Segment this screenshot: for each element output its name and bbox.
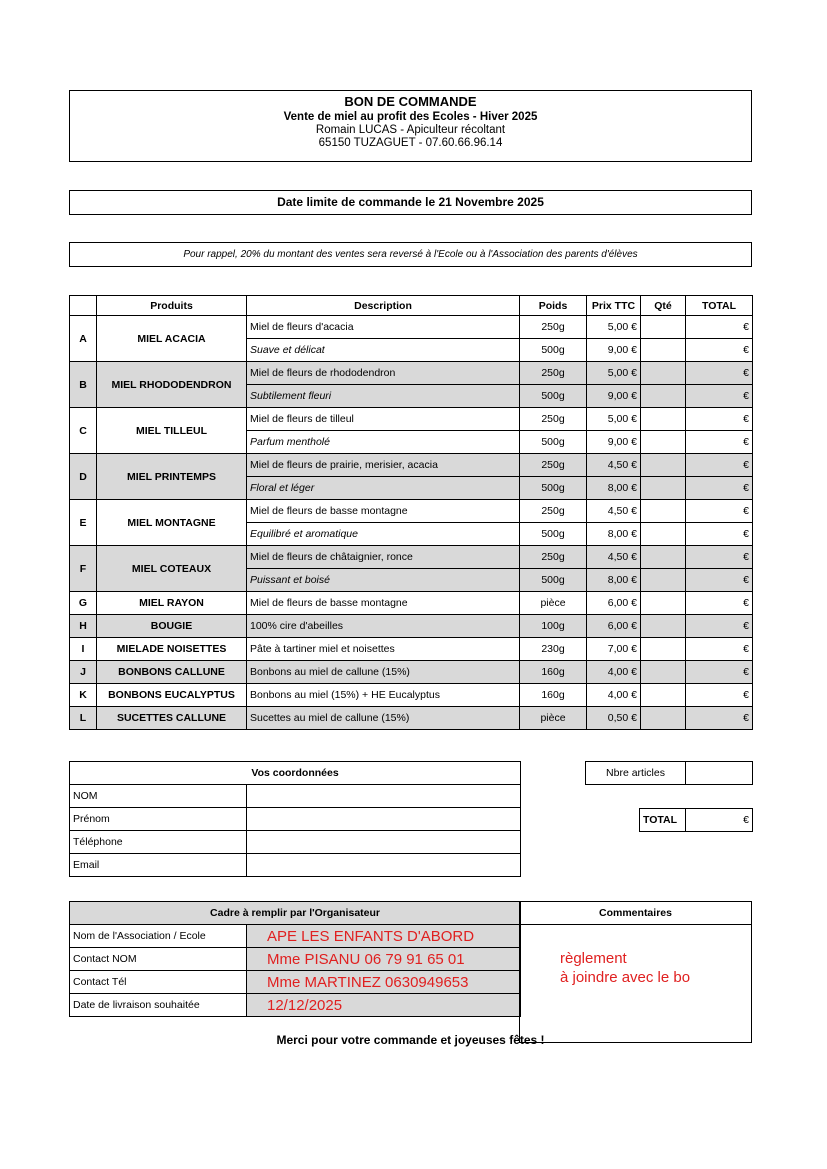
product-description: Miel de fleurs de basse montagne <box>247 592 520 615</box>
quantity-input[interactable] <box>641 454 686 477</box>
product-name: BONBONS CALLUNE <box>97 661 247 684</box>
product-description: Miel de fleurs d'acacia <box>247 316 520 339</box>
product-row <box>70 500 753 523</box>
product-letter: A <box>70 316 97 362</box>
organizer-value-contact-tel[interactable]: Mme MARTINEZ 0630949653 <box>247 971 521 994</box>
product-row <box>70 454 753 477</box>
contact-table <box>69 761 521 877</box>
product-row <box>70 615 753 638</box>
product-row <box>70 408 753 431</box>
contact-input-telephone[interactable] <box>247 831 521 854</box>
comment-line-1: règlement <box>560 950 627 967</box>
contact-input-nom[interactable] <box>247 785 521 808</box>
product-description: 100% cire d'abeilles <box>247 615 520 638</box>
product-price: 5,00 € <box>587 362 641 385</box>
producer-name: Romain LUCAS - Apiculteur récoltant <box>315 124 506 136</box>
footer-message: Merci pour votre commande et joyeuses fêtes ! <box>276 1033 545 1047</box>
col-qte: Qté <box>641 296 686 316</box>
comments-table <box>519 901 752 1043</box>
organizer-row-contact-tel <box>70 971 521 994</box>
product-name: MIELADE NOISETTES <box>97 638 247 661</box>
comment-line-2: à joindre avec le bo <box>560 969 691 986</box>
product-letter: E <box>70 500 97 546</box>
quantity-input[interactable] <box>641 684 686 707</box>
product-weight: 500g <box>520 569 587 592</box>
quantity-input[interactable] <box>641 523 686 546</box>
product-letter: H <box>70 615 97 638</box>
product-weight: 230g <box>520 638 587 661</box>
product-name: MIEL MONTAGNE <box>97 500 247 546</box>
product-tagline: Subtilement fleuri <box>247 385 520 408</box>
contact-title: Vos coordonnées <box>70 762 521 785</box>
product-name: MIEL COTEAUX <box>97 546 247 592</box>
contact-input-prenom[interactable] <box>247 808 521 831</box>
line-total[interactable]: € <box>686 431 753 454</box>
contact-row-telephone <box>70 831 521 854</box>
product-price: 8,00 € <box>587 477 641 500</box>
product-description: Miel de fleurs de basse montagne <box>247 500 520 523</box>
product-weight: 160g <box>520 684 587 707</box>
line-total[interactable]: € <box>686 316 753 339</box>
product-name: MIEL RHODODENDRON <box>97 362 247 408</box>
grand-total-label: TOTAL <box>640 809 686 832</box>
header-box <box>69 90 752 162</box>
product-row <box>70 638 753 661</box>
product-weight: 500g <box>520 431 587 454</box>
quantity-input[interactable] <box>641 362 686 385</box>
reminder-note: Pour rappel, 20% du montant des ventes sera reversé à l'Ecole ou à l'Association des parents d'élèves <box>69 242 752 267</box>
product-weight: 160g <box>520 661 587 684</box>
product-description: Pâte à tartiner miel et noisettes <box>247 638 520 661</box>
product-letter: J <box>70 661 97 684</box>
product-name: SUCETTES CALLUNE <box>97 707 247 730</box>
product-price: 8,00 € <box>587 523 641 546</box>
document-title: BON DE COMMANDE <box>344 94 477 109</box>
product-description: Sucettes au miel de callune (15%) <box>247 707 520 730</box>
product-price: 9,00 € <box>587 339 641 362</box>
organizer-label-contact-tel: Contact Tél <box>70 971 247 994</box>
product-tagline: Puissant et boisé <box>247 569 520 592</box>
quantity-input[interactable] <box>641 638 686 661</box>
product-price: 0,50 € <box>587 707 641 730</box>
product-row <box>70 316 753 339</box>
product-price: 4,50 € <box>587 546 641 569</box>
product-weight: 100g <box>520 615 587 638</box>
product-weight: 500g <box>520 477 587 500</box>
quantity-input[interactable] <box>641 569 686 592</box>
line-total[interactable]: € <box>686 638 753 661</box>
product-description: Bonbons au miel de callune (15%) <box>247 661 520 684</box>
comments-body[interactable] <box>520 925 752 1043</box>
product-letter: I <box>70 638 97 661</box>
col-total: TOTAL <box>686 296 753 316</box>
product-weight: 250g <box>520 408 587 431</box>
product-price: 4,50 € <box>587 454 641 477</box>
organizer-label-association: Nom de l'Association / Ecole <box>70 925 247 948</box>
quantity-input[interactable] <box>641 592 686 615</box>
comments-title: Commentaires <box>520 902 752 925</box>
document-subtitle: Vente de miel au profit des Ecoles - Hiver 2025 <box>283 111 538 123</box>
contact-label-nom: NOM <box>70 785 247 808</box>
product-row <box>70 661 753 684</box>
organizer-table <box>69 901 521 1017</box>
product-description: Miel de fleurs de rhododendron <box>247 362 520 385</box>
product-name: MIEL TILLEUL <box>97 408 247 454</box>
nbre-articles-label: Nbre articles <box>586 762 686 785</box>
line-total[interactable]: € <box>686 477 753 500</box>
product-tagline: Equilibré et aromatique <box>247 523 520 546</box>
product-name: MIEL ACACIA <box>97 316 247 362</box>
contact-input-email[interactable] <box>247 854 521 877</box>
col-produits: Produits <box>97 296 247 316</box>
product-price: 6,00 € <box>587 592 641 615</box>
quantity-input[interactable] <box>641 477 686 500</box>
product-weight: pièce <box>520 592 587 615</box>
product-weight: pièce <box>520 707 587 730</box>
product-price: 5,00 € <box>587 316 641 339</box>
nbre-articles-table <box>585 761 753 785</box>
line-total[interactable]: € <box>686 569 753 592</box>
organizer-row-association <box>70 925 521 948</box>
contact-label-email: Email <box>70 854 247 877</box>
contact-row-prenom <box>70 808 521 831</box>
products-table <box>69 295 753 730</box>
grand-total-table <box>639 808 753 832</box>
quantity-input[interactable] <box>641 546 686 569</box>
line-total[interactable]: € <box>686 661 753 684</box>
col-poids: Poids <box>520 296 587 316</box>
line-total[interactable]: € <box>686 546 753 569</box>
product-price: 5,00 € <box>587 408 641 431</box>
product-row <box>70 684 753 707</box>
product-price: 8,00 € <box>587 569 641 592</box>
nbre-articles-input[interactable] <box>686 762 753 785</box>
product-price: 7,00 € <box>587 638 641 661</box>
product-letter: D <box>70 454 97 500</box>
product-weight: 500g <box>520 523 587 546</box>
deadline-banner: Date limite de commande le 21 Novembre 2025 <box>69 190 752 215</box>
grand-total-value[interactable]: € <box>686 809 753 832</box>
product-letter: C <box>70 408 97 454</box>
line-total[interactable]: € <box>686 615 753 638</box>
product-row <box>70 707 753 730</box>
product-letter: F <box>70 546 97 592</box>
product-weight: 250g <box>520 454 587 477</box>
product-row <box>70 592 753 615</box>
products-header-row <box>70 296 753 316</box>
product-row <box>70 362 753 385</box>
product-description: Miel de fleurs de châtaignier, ronce <box>247 546 520 569</box>
product-name: BONBONS EUCALYPTUS <box>97 684 247 707</box>
organizer-row-contact-nom <box>70 948 521 971</box>
producer-address: 65150 TUZAGUET - 07.60.66.96.14 <box>318 137 503 149</box>
product-description: Miel de fleurs de tilleul <box>247 408 520 431</box>
quantity-input[interactable] <box>641 408 686 431</box>
contact-row-nom <box>70 785 521 808</box>
col-letter <box>70 296 97 316</box>
product-tagline: Parfum mentholé <box>247 431 520 454</box>
quantity-input[interactable] <box>641 661 686 684</box>
product-price: 4,50 € <box>587 500 641 523</box>
product-name: MIEL RAYON <box>97 592 247 615</box>
quantity-input[interactable] <box>641 707 686 730</box>
product-price: 6,00 € <box>587 615 641 638</box>
organizer-label-contact-nom: Contact NOM <box>70 948 247 971</box>
product-price: 4,00 € <box>587 661 641 684</box>
line-total[interactable]: € <box>686 385 753 408</box>
organizer-value-contact-nom[interactable]: Mme PISANU 06 79 91 65 01 <box>247 948 521 971</box>
organizer-row-delivery-date <box>70 994 521 1017</box>
product-weight: 250g <box>520 546 587 569</box>
product-letter: G <box>70 592 97 615</box>
product-price: 9,00 € <box>587 431 641 454</box>
quantity-input[interactable] <box>641 431 686 454</box>
line-total[interactable]: € <box>686 500 753 523</box>
product-weight: 250g <box>520 500 587 523</box>
product-name: BOUGIE <box>97 615 247 638</box>
line-total[interactable]: € <box>686 408 753 431</box>
product-weight: 250g <box>520 316 587 339</box>
product-price: 9,00 € <box>587 385 641 408</box>
product-weight: 250g <box>520 362 587 385</box>
col-prix: Prix TTC <box>587 296 641 316</box>
line-total[interactable]: € <box>686 592 753 615</box>
line-total[interactable]: € <box>686 684 753 707</box>
product-description: Bonbons au miel (15%) + HE Eucalyptus <box>247 684 520 707</box>
product-name: MIEL PRINTEMPS <box>97 454 247 500</box>
quantity-input[interactable] <box>641 339 686 362</box>
quantity-input[interactable] <box>641 500 686 523</box>
contact-row-email <box>70 854 521 877</box>
line-total[interactable]: € <box>686 339 753 362</box>
col-description: Description <box>247 296 520 316</box>
product-row <box>70 546 753 569</box>
product-weight: 500g <box>520 385 587 408</box>
product-tagline: Suave et délicat <box>247 339 520 362</box>
organizer-value-association[interactable]: APE LES ENFANTS D'ABORD <box>247 925 521 948</box>
product-weight: 500g <box>520 339 587 362</box>
line-total[interactable]: € <box>686 523 753 546</box>
product-letter: L <box>70 707 97 730</box>
product-price: 4,00 € <box>587 684 641 707</box>
line-total[interactable]: € <box>686 454 753 477</box>
organizer-value-delivery-date[interactable]: 12/12/2025 <box>247 994 521 1017</box>
product-letter: K <box>70 684 97 707</box>
organizer-label-delivery-date: Date de livraison souhaitée <box>70 994 247 1017</box>
line-total[interactable]: € <box>686 362 753 385</box>
product-tagline: Floral et léger <box>247 477 520 500</box>
quantity-input[interactable] <box>641 615 686 638</box>
line-total[interactable]: € <box>686 707 753 730</box>
quantity-input[interactable] <box>641 316 686 339</box>
product-description: Miel de fleurs de prairie, merisier, acacia <box>247 454 520 477</box>
contact-label-prenom: Prénom <box>70 808 247 831</box>
quantity-input[interactable] <box>641 385 686 408</box>
organizer-title: Cadre à remplir par l'Organisateur <box>70 902 521 925</box>
product-letter: B <box>70 362 97 408</box>
contact-label-telephone: Téléphone <box>70 831 247 854</box>
